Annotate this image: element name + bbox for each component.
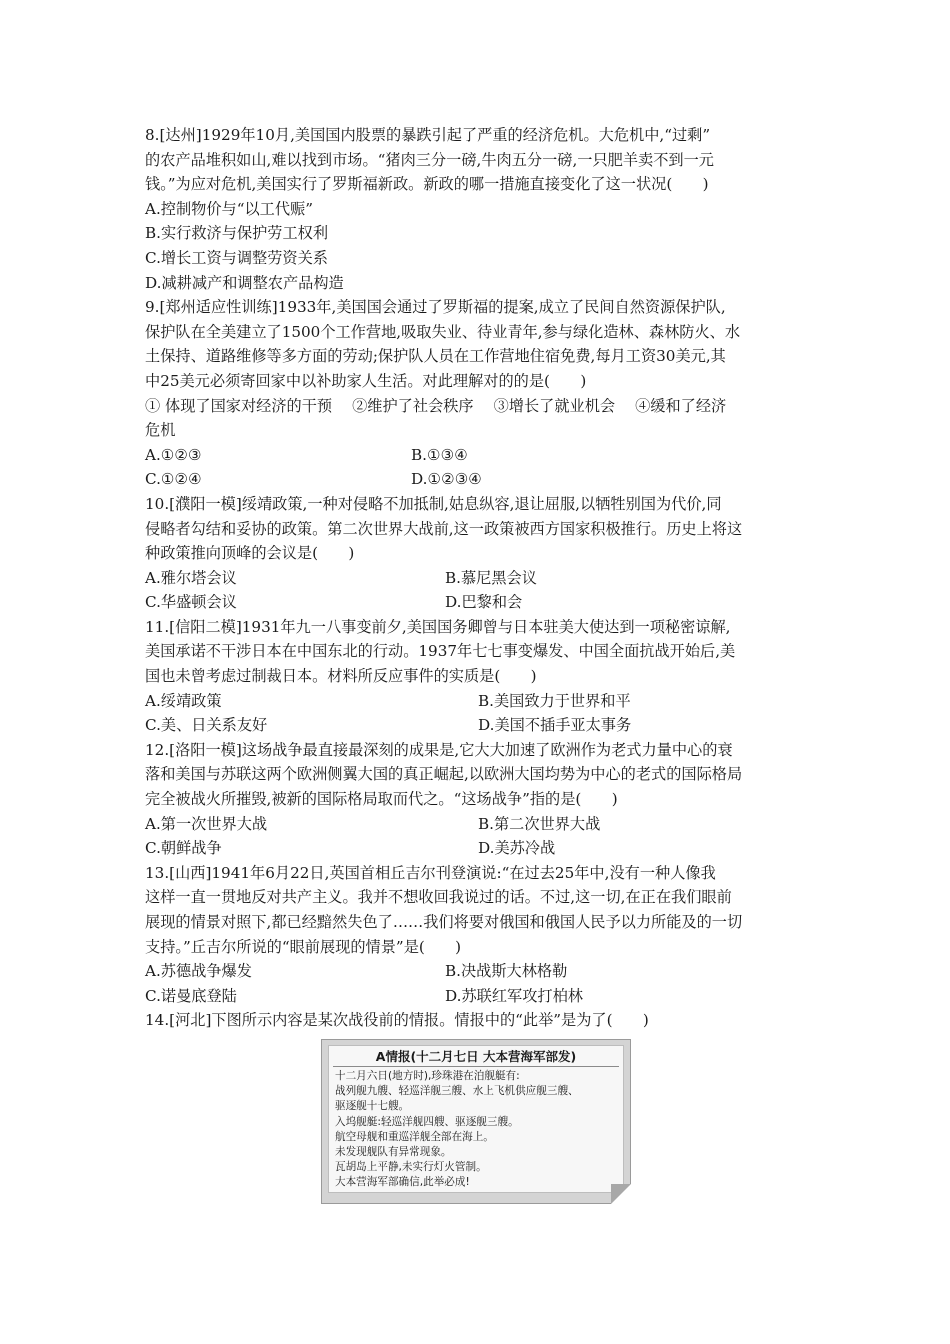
- question-text-line: ① 体现了国家对经济的干预 ②维护了社会秩序 ③增长了就业机会 ④缓和了经济: [145, 396, 727, 415]
- option-a: A.①②③: [145, 445, 202, 464]
- question-text-line: 危机: [145, 421, 176, 440]
- option-d: D.美苏冷战: [478, 839, 556, 858]
- question-text-line: 9.[郑州适应性训练]1933年,美国国会通过了罗斯福的提案,成立了民间自然资源保护队,: [145, 298, 726, 317]
- option-row: [145, 443, 810, 468]
- question-text-line: 钱。”为应对危机,美国实行了罗斯福新政。新政的哪一措施直接变化了这一状况( ): [145, 175, 709, 194]
- notice-line: 未发现舰队有异常现象。: [335, 1145, 452, 1158]
- option-row: [145, 689, 810, 714]
- option-d: D.苏联红军攻打柏林: [445, 986, 583, 1005]
- option-a: A.苏德战争爆发: [145, 962, 252, 981]
- question-text-line: 13.[山西]1941年6月22日,英国首相丘吉尔刊登演说:“在过去25年中,没有一种人像我: [145, 863, 716, 882]
- option-row: [145, 836, 810, 861]
- option-row: [145, 984, 810, 1009]
- question-text-line: 美国承诺不干涉日本在中国东北的行动。1937年七七事变爆发、中国全面抗战开始后,美: [145, 642, 736, 661]
- notice-line: 入坞舰艇:轻巡洋舰四艘、驱逐舰三艘。: [335, 1115, 519, 1128]
- notice-line: 战列舰九艘、轻巡洋舰三艘、水上飞机供应舰三艘、: [335, 1085, 579, 1098]
- option-c: C.美、日关系友好: [145, 716, 268, 735]
- option-b: B.第二次世界大战: [478, 814, 601, 833]
- question-text-line: 侵略者勾结和妥协的政策。第二次世界大战前,这一政策被西方国家积极推行。历史上将这: [145, 519, 743, 538]
- option-a: A.雅尔塔会议: [145, 568, 237, 587]
- question-9: [145, 295, 810, 492]
- question-text-line: 支持。”丘吉尔所说的“眼前展现的情景”是( ): [145, 937, 462, 956]
- question-text-line: 8.[达州]1929年10月,美国国内股票的暴跌引起了严重的经济危机。大危机中,“过剩”: [145, 126, 711, 144]
- option-c: C.朝鲜战争: [145, 839, 222, 858]
- notice-line: 航空母舰和重巡洋舰全部在海上。: [335, 1130, 494, 1143]
- question-text-line: 土保持、道路维修等多方面的劳动;保护队人员在工作营地住宿免费,每月工资30美元,其: [145, 347, 726, 366]
- question-text-line: 完全被战火所摧毁,被新的国际格局取而代之。“这场战争”指的是( ): [145, 790, 618, 809]
- question-page: [145, 123, 810, 1204]
- option-row: [145, 590, 810, 615]
- question-text-line: 中25美元必须寄回家中以补助家人生活。对此理解对的的是( ): [145, 371, 587, 390]
- option-row: [145, 713, 810, 738]
- option-row: [145, 959, 810, 984]
- notice-line: 驱逐舰十七艘。: [335, 1100, 410, 1113]
- option-d: D.①②③④: [411, 470, 482, 489]
- option-a: A.绥靖政策: [145, 691, 222, 710]
- question-text-line: 12.[洛阳一模]这场战争最直接最深刻的成果是,它大大加速了欧洲作为老式力量中心的衰: [145, 740, 733, 759]
- question-text-line: 展现的情景对照下,都已经黯然失色了……我们将要对俄国和俄国人民予以力所能及的一切: [145, 913, 743, 931]
- option-d: D.美国不插手亚太事务: [478, 716, 632, 735]
- question-text-line: 落和美国与苏联这两个欧洲侧翼大国的真正崛起,以欧洲大国均势为中心的老式的国际格局: [145, 765, 743, 784]
- question-10: [145, 492, 810, 615]
- option-row: [145, 467, 810, 492]
- question-text-line: 11.[信阳二模]1931年九一八事变前夕,美国国务卿曾与日本驻美大使达到一项秘密谅解,: [145, 617, 731, 636]
- option-b: B.美国致力于世界和平: [478, 691, 631, 710]
- option-b: B.决战斯大林格勒: [445, 962, 568, 981]
- option-b: B.慕尼黑会议: [445, 568, 537, 587]
- option-c: C.①②④: [145, 470, 202, 489]
- question-8: [145, 123, 810, 295]
- question-text-line: 种政策推向顶峰的会议是( ): [145, 544, 355, 563]
- notice-line: 十二月六日(地方时),珍珠港在泊舰艇有:: [335, 1069, 520, 1082]
- question-text-line: 保护队在全美建立了1500个工作营地,吸取失业、待业青年,参与绿化造林、森林防火、水: [145, 322, 741, 341]
- option-c: C.增长工资与调整劳资关系: [145, 248, 328, 267]
- option-b: B.实行救济与保护劳工权利: [145, 224, 329, 243]
- option-a: A.控制物价与“以工代赈”: [145, 199, 314, 218]
- question-text-line: 这样一直一贯地反对共产主义。我并不想收回我说过的话。不过,这一切,在正在我们眼前: [145, 888, 732, 907]
- question-text-line: 的农产品堆积如山,难以找到市场。“猪肉三分一磅,牛肉五分一磅,一只肥羊卖不到一元: [145, 150, 714, 169]
- option-b: B.①③④: [411, 445, 468, 464]
- option-d: D.巴黎和会: [445, 593, 523, 612]
- question-text-line: 10.[濮阳一模]绥靖政策,一种对侵略不加抵制,姑息纵容,退让屈服,以牺牲别国为代价,同: [145, 494, 722, 513]
- option-row: [145, 812, 810, 837]
- notice-line: 大本营海军部确信,此举必成!: [335, 1176, 470, 1189]
- question-12: [145, 738, 810, 861]
- page-curl-decoration: [611, 1184, 631, 1204]
- intelligence-notice-image: [321, 1039, 631, 1204]
- notice-body: [329, 1069, 623, 1191]
- option-d: D.减耕减产和调整农产品构造: [145, 273, 344, 292]
- option-a: A.第一次世界大战: [145, 814, 268, 833]
- question-text-line: 14.[河北]下图所示内容是某次战役前的情报。情报中的“此举”是为了( ): [145, 1011, 649, 1030]
- option-row: [145, 566, 810, 591]
- question-text-line: 国也未曾考虑过制裁日本。材料所反应事件的实质是( ): [145, 667, 537, 686]
- question-11: [145, 615, 810, 738]
- question-14: [145, 1008, 810, 1033]
- option-c: C.诺曼底登陆: [145, 986, 237, 1005]
- notice-paper: [328, 1045, 624, 1193]
- option-c: C.华盛顿会议: [145, 593, 237, 612]
- notice-line: 瓦胡岛上平静,未实行灯火管制。: [335, 1161, 487, 1174]
- notice-title: A情报(十二月七日 大本营海军部发): [333, 1048, 619, 1067]
- question-13: [145, 861, 810, 1009]
